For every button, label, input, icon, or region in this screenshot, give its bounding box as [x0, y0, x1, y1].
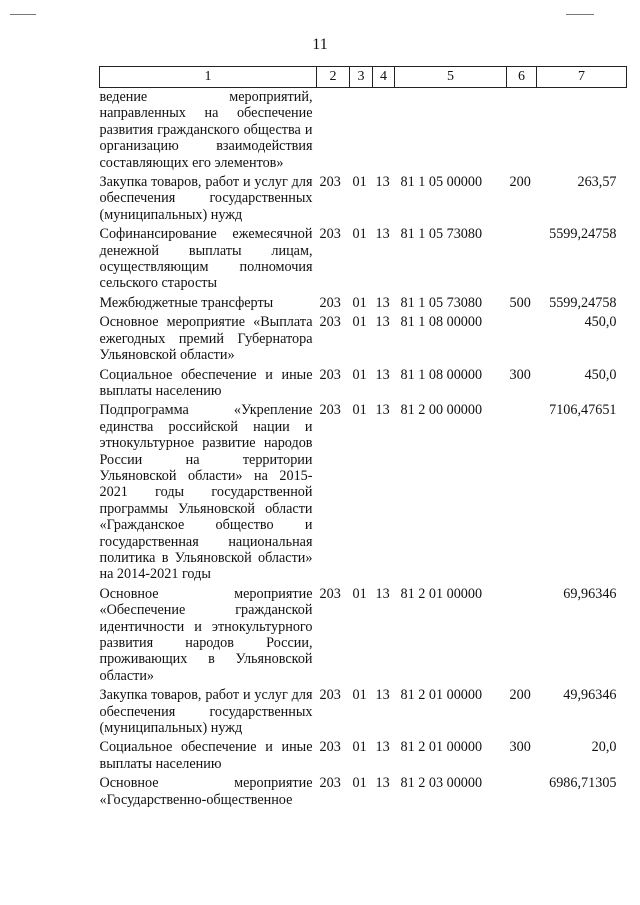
- column-header: 4: [373, 67, 395, 88]
- amount-cell: 5599,24758: [549, 294, 617, 311]
- target-article-cell: 81 1 08 00000: [400, 366, 483, 383]
- row-name-cell: Подпрограмма «Укрепление единства российской нации и этнокультурное развитие народов России на территории Ульяновской области» на 2015-2021 годы государственной программы Ульяновской области «Гражданское общество и государственная национальная политика в Ульяновской области» на 2014-2021 годы: [99, 402, 313, 583]
- expense-type-cell: [507, 774, 537, 810]
- column-header: 6: [507, 67, 537, 88]
- subsection-code-cell: 13: [375, 314, 390, 331]
- row-name-cell: Социальное обеспечение и иные выплаты населению: [99, 366, 313, 399]
- section-code-cell: 01: [352, 739, 367, 756]
- row-name-cell: Софинансирование ежемесячной денежной выплаты лицам, осуществляющим полномочия сельского старосты: [99, 226, 313, 292]
- expense-type-cell: 300: [509, 366, 531, 383]
- ministry-code-cell: 203: [319, 687, 341, 704]
- subsection-code-cell: 13: [375, 687, 390, 704]
- row-name-cell: Закупка товаров, работ и услуг для обеспечения государственных (муниципальных) нужд: [99, 174, 313, 223]
- table-row: [100, 294, 627, 313]
- page-number: 11: [312, 36, 328, 53]
- amount-cell: [537, 88, 627, 174]
- amount-cell: 20,0: [591, 739, 617, 756]
- expense-type-cell: [507, 401, 537, 584]
- ministry-code-cell: 203: [319, 366, 341, 383]
- target-article-cell: 81 1 05 73080: [400, 226, 483, 243]
- subsection-code-cell: 13: [375, 775, 390, 792]
- expense-type-cell: [507, 225, 537, 294]
- column-header: 3: [350, 67, 373, 88]
- subsection-code-cell: 13: [375, 739, 390, 756]
- expense-type-cell: 200: [509, 687, 531, 704]
- row-name-cell: Основное мероприятие «Государственно-общественное: [99, 775, 313, 808]
- amount-cell: 49,96346: [563, 687, 617, 704]
- table-row: [100, 774, 627, 810]
- amount-cell: 263,57: [577, 174, 617, 191]
- section-code-cell: 01: [352, 314, 367, 331]
- table-row: [100, 225, 627, 294]
- section-code-cell: 01: [352, 687, 367, 704]
- table-header-row: [100, 67, 627, 88]
- ministry-code-cell: 203: [319, 775, 341, 792]
- column-header: 1: [100, 67, 317, 88]
- subsection-code-cell: 13: [375, 585, 390, 602]
- table-row: [100, 585, 627, 686]
- column-header: 5: [395, 67, 507, 88]
- target-article-cell: 81 2 01 00000: [400, 739, 483, 756]
- budget-table: [99, 66, 627, 810]
- target-article-cell: 81 1 08 00000: [400, 314, 483, 331]
- column-header: 2: [317, 67, 350, 88]
- expense-type-cell: 300: [509, 739, 531, 756]
- section-code-cell: 01: [352, 226, 367, 243]
- section-code-cell: 01: [352, 366, 367, 383]
- table-row: [100, 366, 627, 402]
- target-article-cell: 81 1 05 73080: [400, 294, 483, 311]
- ministry-code-cell: 203: [319, 226, 341, 243]
- target-article-cell: [395, 88, 507, 174]
- amount-cell: 69,96346: [563, 585, 617, 602]
- amount-cell: 450,0: [584, 366, 617, 383]
- amount-cell: 7106,47651: [549, 402, 617, 419]
- section-code-cell: 01: [352, 775, 367, 792]
- table-body: [100, 88, 627, 811]
- table-row: [100, 738, 627, 774]
- ministry-code-cell: [317, 88, 350, 174]
- target-article-cell: 81 2 00 00000: [400, 402, 483, 419]
- table-row: [100, 313, 627, 365]
- expense-type-cell: [507, 313, 537, 365]
- section-code-cell: 01: [352, 174, 367, 191]
- table-row: [100, 686, 627, 738]
- subsection-code-cell: 13: [375, 226, 390, 243]
- amount-cell: 6986,71305: [549, 775, 617, 792]
- column-header: 7: [537, 67, 627, 88]
- subsection-code-cell: [373, 88, 395, 174]
- expense-type-cell: [507, 88, 537, 174]
- amount-cell: 450,0: [584, 314, 617, 331]
- row-name-cell: Закупка товаров, работ и услуг для обеспечения государственных (муниципальных) нужд: [99, 687, 313, 737]
- scan-edge-mark-right: [566, 14, 594, 15]
- expense-type-cell: 200: [509, 174, 531, 191]
- target-article-cell: 81 2 03 00000: [400, 775, 483, 792]
- expense-type-cell: 500: [509, 294, 531, 311]
- subsection-code-cell: 13: [375, 402, 390, 419]
- section-code-cell: 01: [352, 294, 367, 311]
- subsection-code-cell: 13: [375, 174, 390, 191]
- target-article-cell: 81 2 01 00000: [400, 585, 483, 602]
- row-name-cell: Основное мероприятие «Выплата ежегодных премий Губернатора Ульяновской области»: [99, 314, 313, 364]
- subsection-code-cell: 13: [375, 294, 390, 311]
- expense-type-cell: [507, 585, 537, 686]
- amount-cell: 5599,24758: [549, 226, 617, 243]
- row-name-cell: Социальное обеспечение и иные выплаты населению: [99, 739, 313, 772]
- target-article-cell: 81 2 01 00000: [400, 687, 483, 704]
- subsection-code-cell: 13: [375, 366, 390, 383]
- table-row: [100, 88, 627, 174]
- target-article-cell: 81 1 05 00000: [400, 174, 483, 191]
- ministry-code-cell: 203: [319, 174, 341, 191]
- section-code-cell: 01: [352, 585, 367, 602]
- table-row: [100, 173, 627, 225]
- row-name-cell: Основное мероприятие «Обеспечение гражданской идентичности и этнокультурного развития народов России, проживающих в Ульяновской области»: [99, 585, 313, 684]
- ministry-code-cell: 203: [319, 402, 341, 419]
- section-code-cell: [350, 88, 373, 174]
- row-name-cell: ведение мероприятий, направленных на обеспечение развития гражданского общества и организацию взаимодействия составляющих его элементов»: [99, 89, 313, 171]
- section-code-cell: 01: [352, 402, 367, 419]
- table-row: [100, 401, 627, 584]
- row-name-cell: Межбюджетные трансферты: [99, 294, 274, 311]
- ministry-code-cell: 203: [319, 585, 341, 602]
- ministry-code-cell: 203: [319, 314, 341, 331]
- ministry-code-cell: 203: [319, 739, 341, 756]
- scan-edge-mark-left: [10, 14, 36, 15]
- ministry-code-cell: 203: [319, 294, 341, 311]
